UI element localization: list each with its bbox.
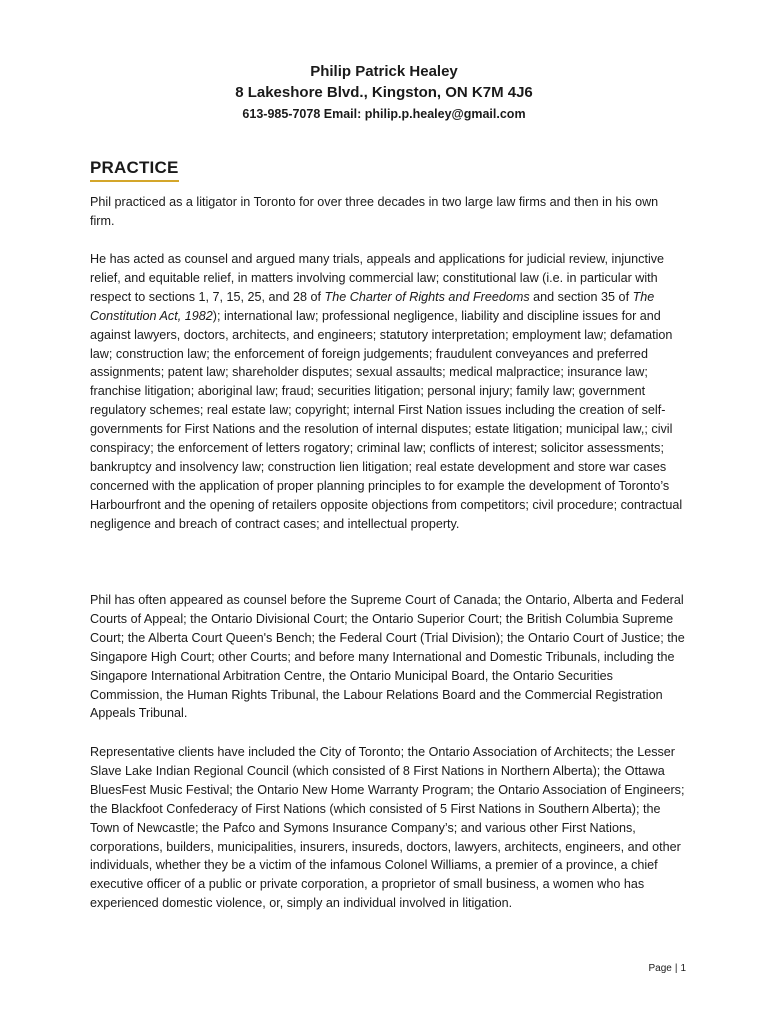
author-address: 8 Lakeshore Blvd., Kingston, ON K7M 4J6 <box>235 84 533 101</box>
paragraph-intro: Phil practiced as a litigator in Toronto for over three decades in two large law firms and then in his own firm. <box>90 195 659 228</box>
page-footer <box>648 962 686 976</box>
author-name: Philip Patrick Healey <box>310 63 458 80</box>
practice-areas-text-1: He has acted as counsel and argued many trials, appeals and applications for judicial review, injunctive relief, and equitable relief, in matters involving commercial law; constitutional law (i.e. in particular with respect to sections 1, 7, 15, 25, and 28 of <box>90 252 665 304</box>
page-label: Page <box>648 963 672 974</box>
paragraph-courts: Phil has often appeared as counsel before the Supreme Court of Canada; the Ontario, Alberta and Federal Courts of Appeal; the Ontario Divisional Court; the Ontario Superior Court; the British Columbia Supreme Court; the Alberta Court Queen's Bench; the Federal Court (Trial Division); the Ontario Court of Justice; the Singapore High Court; other Courts; and before many International and Domestic Tribunals, including the Singapore International Arbitration Centre, the Ontario Municipal Board, the Ontario Securities Commission, the Human Rights Tribunal, the Labour Relations Board and the Commercial Registration Appeals Tribunal. <box>90 593 685 721</box>
letterhead <box>0 62 768 124</box>
page-separator: | <box>674 963 678 974</box>
page-number: 1 <box>680 963 686 974</box>
paragraph-practice-areas <box>90 250 686 534</box>
section-heading: PRACTICE <box>90 157 179 182</box>
constitution-act-title: The Constitution Act, 1982 <box>90 289 655 323</box>
practice-areas-text-2: and section 35 of <box>529 289 633 304</box>
paragraph-clients: Representative clients have included the City of Toronto; the Ontario Association of Architects; the Lesser Slave Lake Indian Regional Council (which consisted of 8 First Nations in Northern Alberta); the Ottawa BluesFest Music Festival; the Ontario New Home Warranty Program; the Ontario Association of Engineers; the Blackfoot Confederacy of First Nations (which consisted of 5 First Nations in Southern Alberta); the Town of Newcastle; the Pafco and Symons Insurance Company’s; and various other First Nations, corporations, builders, municipalities, insurers, insureds, doctors, lawyers, architects, engineers, and other individuals, whether they be a victim of the infamous Colonel Williams, a premier of a province, a chief executive officer of a public or private corporation, a proprietor of small business, a women who has experienced domestic violence, or, simply an individual involved in litigation. <box>90 745 685 911</box>
charter-title: The Charter of Rights and Freedoms <box>324 289 530 304</box>
author-contact: 613-985-7078 Email: philip.p.healey@gmail.com <box>242 107 526 121</box>
practice-areas-text-3: ); international law; professional negligence, liability and discipline issues for and against lawyers, doctors, architects, and engineers; statutory interpretation; employment law; defamation law; construction law; the enforcement of foreign judgements; fraudulent conveyances and preferred assignments; patent law; shareholder disputes; sexual assaults; medical malpractice; insurance law; franchise litigation; aboriginal law; fraud; securities litigation; personal injury; family law; government regulatory schemes; real estate law; copyright; internal First Nation issues including the creation of self-governments for First Nations and the resolution of internal disputes; estate litigation; municipal law,; civil conspiracy; the enforcement of letters rogatory; criminal law; conflicts of interest; solicitor assessments; bankruptcy and insolvency law; construction lien litigation; real estate development and store war cases concerned with the application of proper planning principles to for example the development of Toronto’s Harbourfront and the opening of retailers opposite objections from competitors; civil procedure; contractual negligence and breach of contract cases; and intellectual property. <box>90 308 683 531</box>
